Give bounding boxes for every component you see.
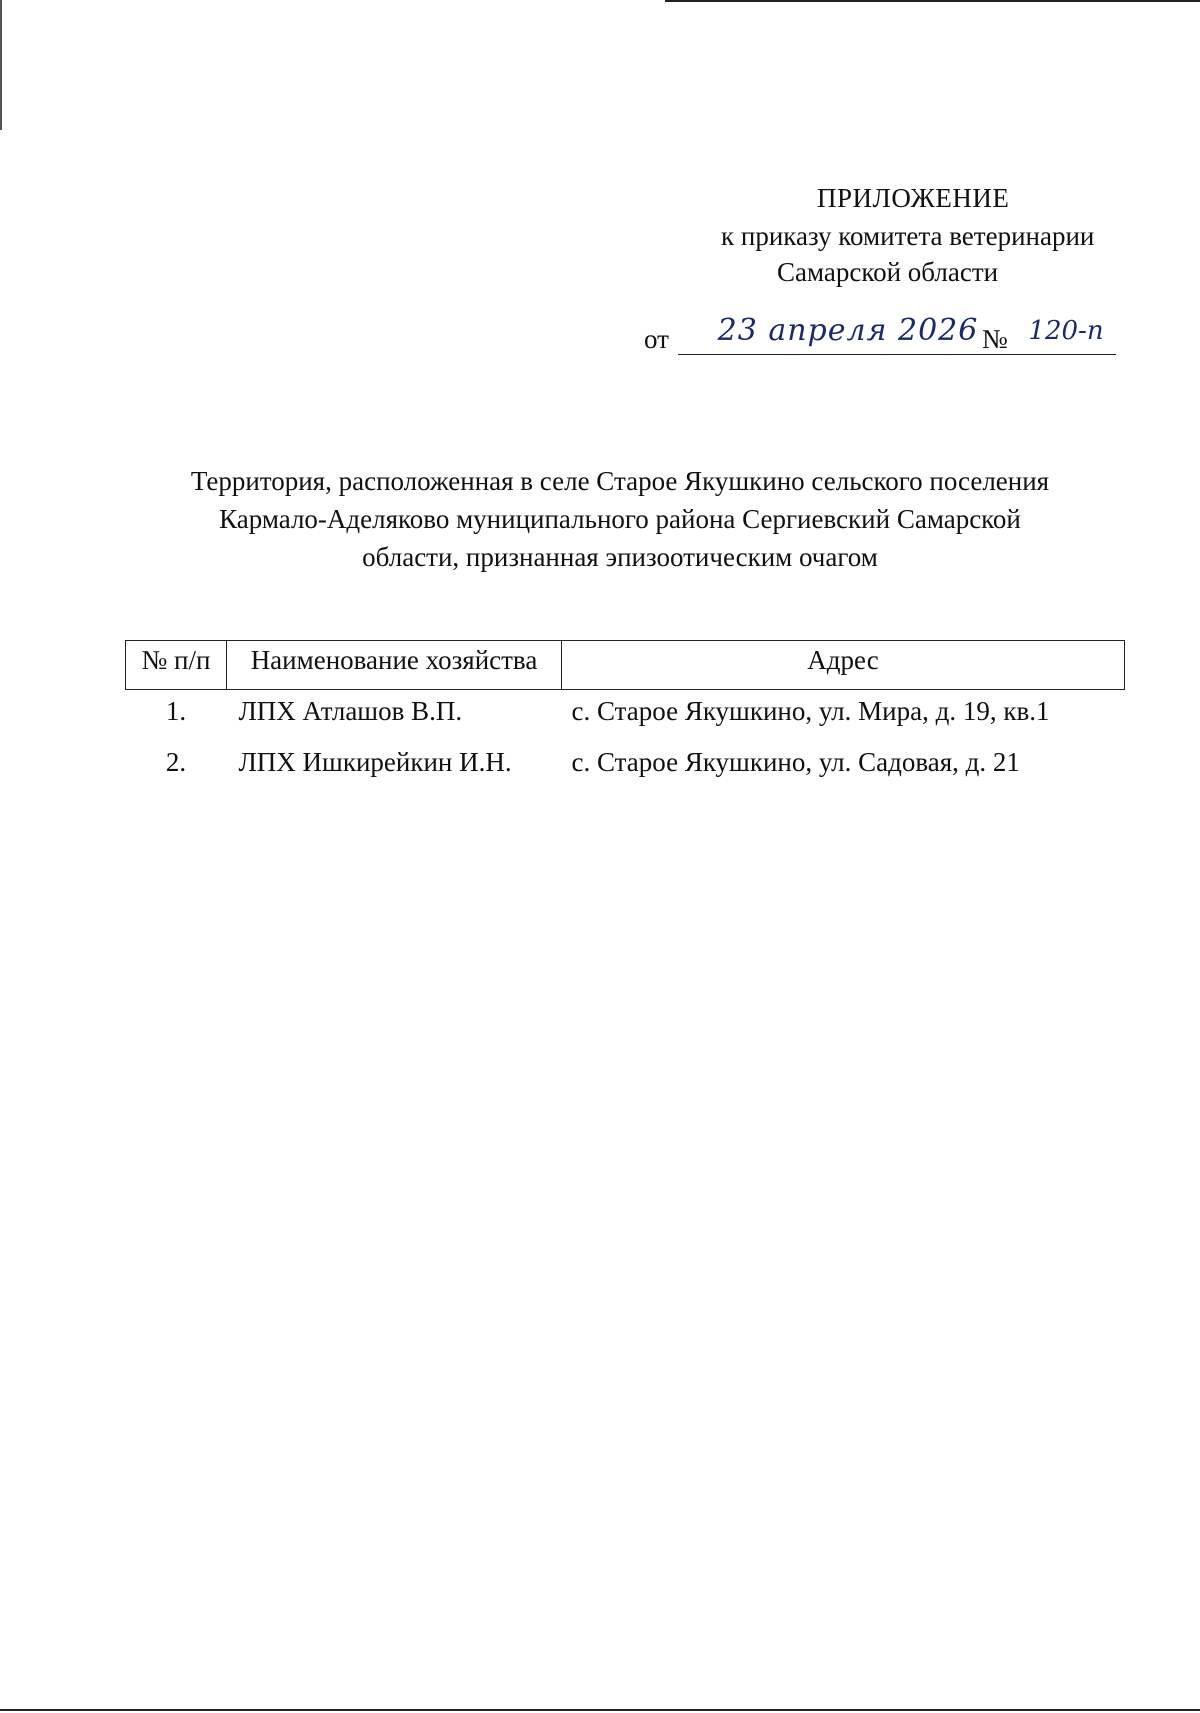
order-number-label: № xyxy=(982,324,1008,354)
farm-address: с. Старое Якушкино, ул. Мира, д. 19, кв.1 xyxy=(571,696,1050,726)
row-number: 2. xyxy=(165,747,187,777)
row-number: 1. xyxy=(165,696,187,726)
farm-name: ЛПХ Ишкирейкин И.Н. xyxy=(238,747,512,777)
table-header-row xyxy=(126,641,1125,690)
table-row xyxy=(126,690,1125,742)
order-date-handwritten: 23 апреля 2026 xyxy=(678,316,1018,355)
scan-edge-left xyxy=(0,0,2,130)
farm-name: ЛПХ Атлашов В.П. xyxy=(238,696,463,726)
column-header-address: Адрес xyxy=(562,641,1125,690)
heading-line: Территория, расположенная в селе Старое Якушкино сельского поселения xyxy=(190,466,1050,496)
heading-line: Кармало-Аделяково муниципального района Сергиевский Самарской xyxy=(219,504,1021,534)
heading-line: области, признанная эпизоотическим очагом xyxy=(362,542,878,572)
scan-edge-bottom xyxy=(0,1709,1200,1711)
farm-address: с. Старое Якушкино, ул. Садовая, д. 21 xyxy=(571,747,1020,777)
farms-table xyxy=(125,640,1125,792)
order-number-handwritten: 120-п xyxy=(1016,316,1116,355)
territory-heading xyxy=(140,462,1100,576)
table-row xyxy=(126,741,1125,792)
appendix-subtitle: к приказу комитета ветеринарии xyxy=(721,221,1095,251)
appendix-title: ПРИЛОЖЕНИЕ xyxy=(817,183,1010,213)
appendix-region: Самарской области xyxy=(777,257,999,287)
order-reference xyxy=(644,313,1124,360)
column-header-number: № п/п xyxy=(126,641,227,690)
scan-edge-top xyxy=(665,0,1200,2)
column-header-farm-name: Наименование хозяйства xyxy=(227,641,562,690)
order-from-label: от xyxy=(644,324,669,354)
